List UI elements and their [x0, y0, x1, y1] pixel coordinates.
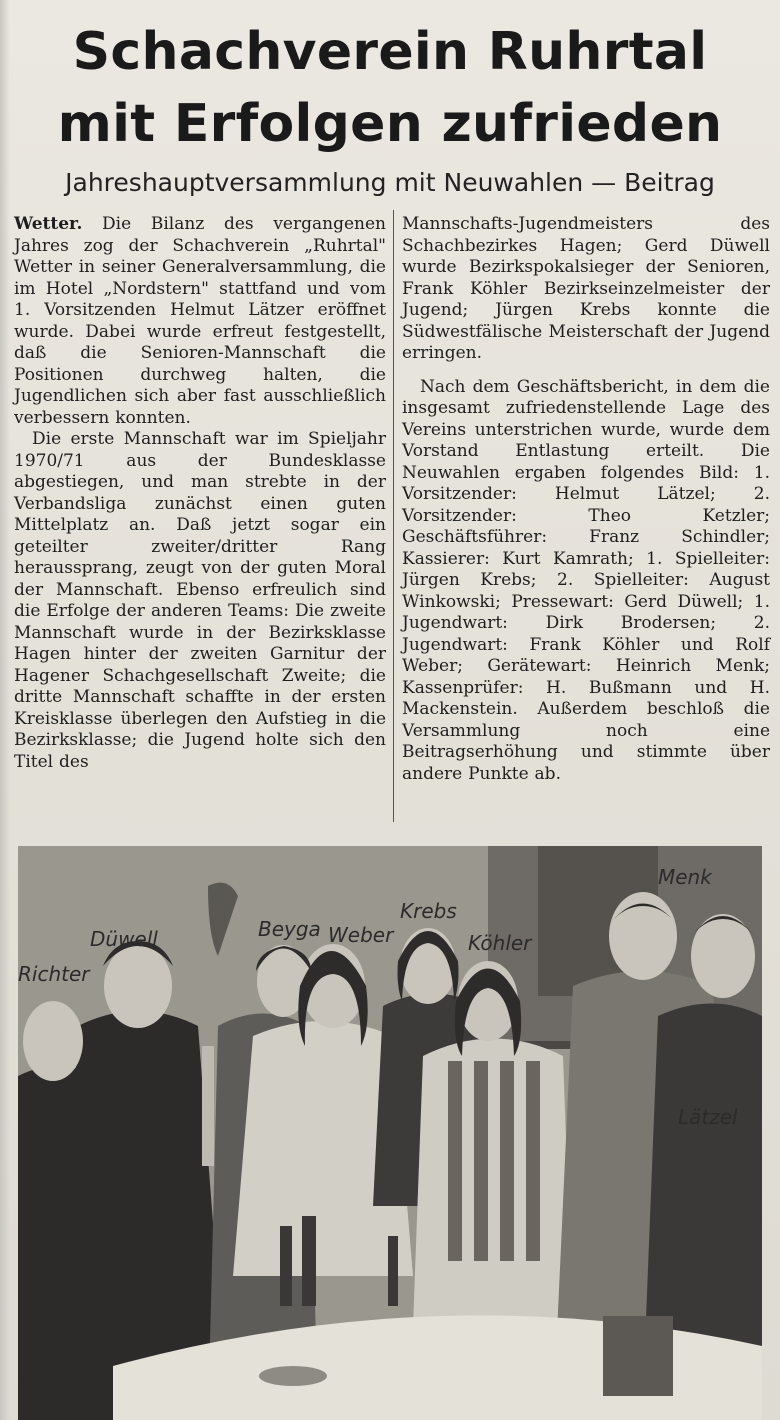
handwritten-name: Köhler: [468, 931, 532, 955]
article-paragraph: Nach dem Geschäftsbericht, in dem die insgesamt zufriedenstellende Lage des Vereins unterstrichen wurde, wurde dem Vorstand Entlastung erteilt. Die Neuwahlen ergaben folgendes Bild: 1. Vorsitzender: Helmut Lätzel; 2. Vorsitzender: Theo Ketzler; Geschäftsführer: Franz Schindler; Kassierer: Kurt Kamrath; 1. Spielleiter: Jürgen Krebs; 2. Spielleiter: August Winkowski; Pressewart: Gerd Düwell; 1. Jugendwart: Dirk Brodersen; 2. Jugendwart: Frank Köhler und Rolf Weber; Gerätewart: Heinrich Menk; Kassenprüfer: H. Bußmann und H. Mackenstein. Außerdem beschloß die Versammlung noch eine Beitragserhöhung und stimmte über andere Punkte ab.: [402, 376, 770, 784]
article-column-right: [402, 214, 770, 785]
subheadline: Jahreshauptversammlung mit Neuwahlen — Beitrag: [65, 168, 715, 197]
group-photo-illustration: [18, 846, 762, 1420]
handwritten-name: Beyga: [258, 917, 321, 941]
handwritten-name: Weber: [328, 923, 394, 947]
handwritten-name: Menk: [658, 865, 712, 889]
article-column-left: [14, 214, 386, 773]
headline-line-2: mit Erfolgen zufrieden: [57, 94, 723, 154]
headline-line-1: Schachverein Ruhrtal: [72, 22, 708, 82]
article-paragraph: [14, 214, 386, 429]
article-paragraph: Die erste Mannschaft war im Spieljahr 1970/71 aus der Bundesklasse abgestiegen, und man strebte in der Verbandsliga zunächst einen guten Mittelplatz an. Daß jetzt sogar ein geteilter zweiter/dritter Rang heraussprang, zeugt von der guten Moral der Mannschaft. Ebenso erfreulich sind die Erfolge der anderen Teams: Die zweite Mannschaft wurde in der Bezirksklasse Hagen hinter der zweiten Garnitur der Hagener Schachgesellschaft Zweite; die dritte Mannschaft schaffte in der ersten Kreisklasse überlegen den Aufstieg in die Bezirksklasse; die Jugend holte sich den Titel des: [14, 429, 386, 772]
handwritten-name: Krebs: [400, 899, 457, 923]
dateline: Wetter.: [14, 214, 83, 234]
article-paragraph: Mannschafts-Jugendmeisters des Schachbezirkes Hagen; Gerd Düwell wurde Bezirkspokalsieger der Senioren, Frank Köhler Bezirkseinzelmeister der Jugend; Jürgen Krebs konnte die Südwestfälische Meisterschaft der Jugend erringen.: [402, 214, 770, 363]
article-text: Die Bilanz des vergangenen Jahres zog der Schachverein „Ruhrtal" Wetter in seiner Generalversammlung, die im Hotel „Nordstern" stattfand und vom 1. Vorsitzenden Helmut Lätzer eröffnet wurde. Dabei wurde erfreut festgestellt, daß die Senioren-Mannschaft die Positionen durchweg halten, die Jugendlichen sich aber fast ausschließlich verbessern konnten.: [14, 214, 386, 428]
handwritten-name: Richter: [18, 962, 90, 986]
column-divider: [393, 210, 394, 822]
handwritten-name: Düwell: [90, 927, 158, 951]
handwritten-name: Lätzel: [678, 1105, 738, 1129]
paper-edge: [0, 0, 10, 1420]
group-photo: [18, 846, 762, 1420]
